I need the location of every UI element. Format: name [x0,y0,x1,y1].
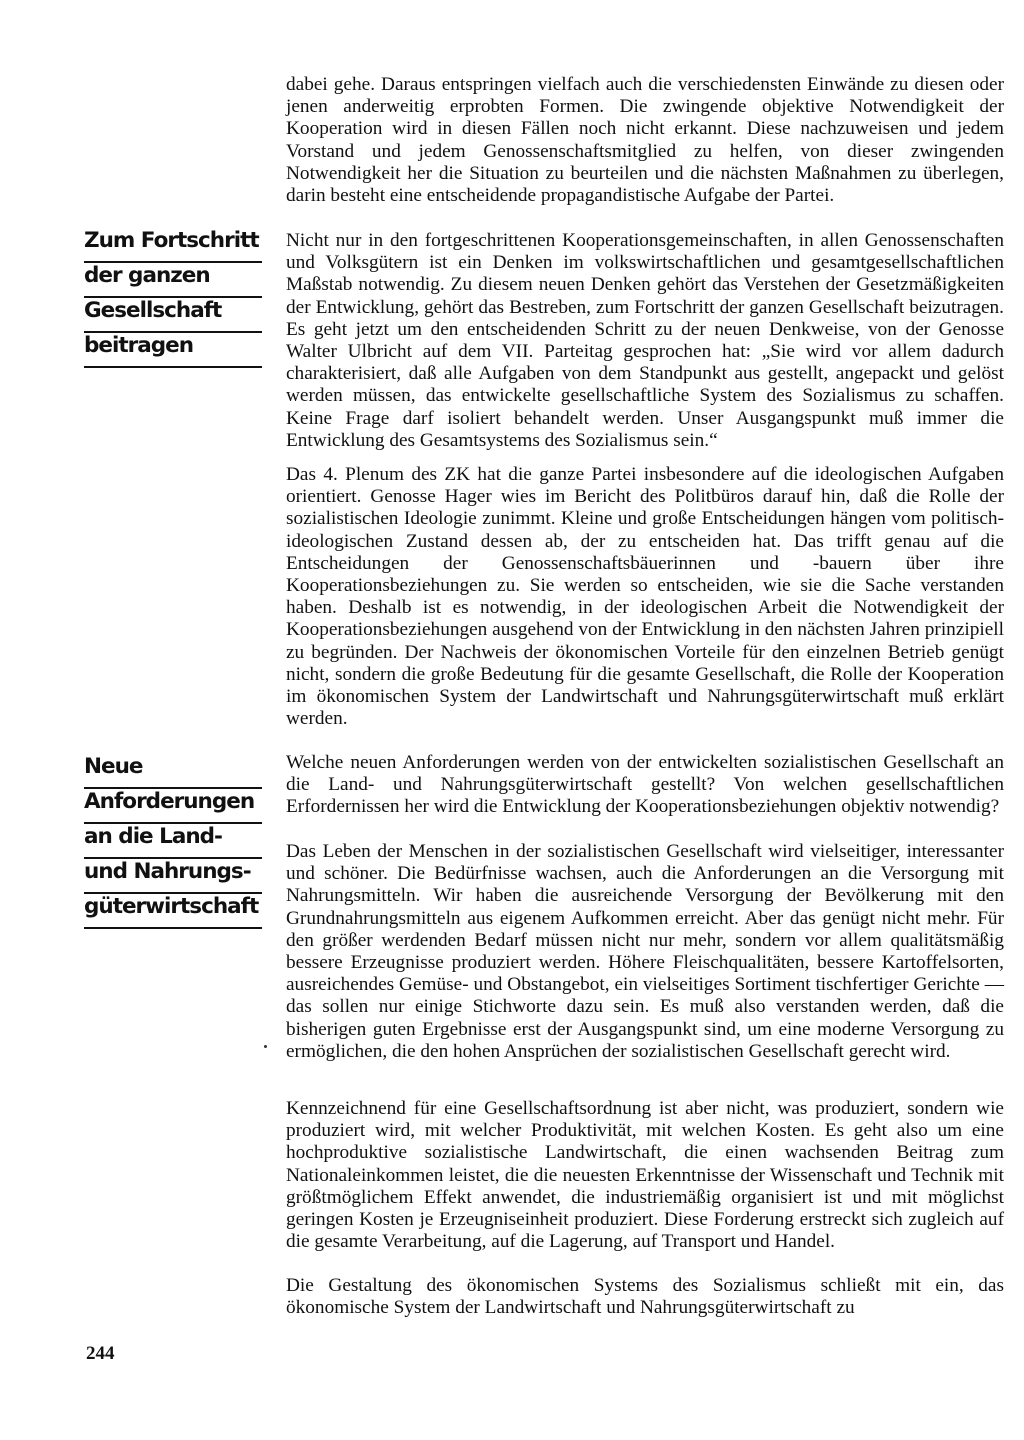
margin-heading-line: Gesellschaft [84,298,262,333]
body-paragraph: Nicht nur in den fortgeschrittenen Kooperationsgemeinschaften, in allen Genossenschaften und Volksgütern ist ein Denken im volkswirtschaftlichen und gesamtgesellschaftlichen Maßstab notwendig. Zu diesem neuen Denken gehört das Verstehen der Gesetzmäßigkeiten der Entwicklung, gehört das Bestreben, zum Fortschritt der ganzen Gesellschaft beizutragen. Es geht jetzt um den entscheidenden Schritt zu der neuen Denkweise, von der Genosse Walter Ulbricht auf dem VII. Parteitag gesprochen hat: „Sie wird vor allem dadurch charakterisiert, daß alle Aufgaben von dem Standpunkt aus gestellt, angepackt und gelöst werden müssen, das entwickelte gesellschaftliche System des Sozialismus zu schaffen. Keine Frage darf isoliert behandelt werden. Unser Ausgangspunkt muß immer die Entwicklung des Gesamtsystems des Sozialismus sein.“ [286,230,1004,451]
margin-heading-line: der ganzen [84,263,262,298]
page-number: 244 [86,1343,115,1364]
margin-heading-line: beitragen [84,333,262,368]
body-paragraph: Welche neuen Anforderungen werden von der entwickelten sozialistischen Gesellschaft an die Land- und Nahrungsgüterwirtschaft gestellt? Von welchen gesellschaftlichen Erfordernissen her wird die Entwicklung der Kooperationsbeziehungen objektiv notwendig? [286,752,1004,818]
margin-heading-line: und Nahrungs- [84,859,262,894]
margin-heading-line: güterwirtschaft [84,894,262,929]
margin-heading-fortschritt [84,228,262,368]
stray-mark [264,1045,267,1048]
body-paragraph: Das 4. Plenum des ZK hat die ganze Partei insbesondere auf die ideologischen Aufgaben orientiert. Genosse Hager wies im Bericht des Politbüros darauf hin, daß die Rolle der sozialistischen Ideologie zunimmt. Kleine und große Entscheidungen hängen vom politisch-ideologischen Zustand dessen ab, der zu entscheiden hat. Das trifft genau auf die Entscheidungen der Genossenschaftsbäuerinnen und -bauern über ihre Kooperationsbeziehungen zu. Sie werden so entscheiden, wie sie die Sache verstanden haben. Deshalb ist es notwendig, in der ideologischen Arbeit die Notwendigkeit der Kooperationsbeziehungen ausgehend von der Entwicklung in den nächsten Jahren prinzipiell zu begründen. Der Nachweis der ökonomischen Vorteile für den einzelnen Betrieb genügt nicht, sondern die große Bedeutung für die gesamte Gesellschaft, die Rolle der Kooperation im ökonomischen System der Landwirtschaft und Nahrungsgüterwirtschaft muß erklärt werden. [286,464,1005,730]
margin-heading-line: Anforderungen [84,789,262,824]
margin-heading-line: an die Land- [84,824,262,859]
body-paragraph: Die Gestaltung des ökonomischen Systems des Sozialismus schließt mit ein, das ökonomische System der Landwirtschaft und Nahrungsgüterwirtschaft zu [286,1275,1004,1319]
margin-heading-line: Neue [84,754,262,789]
body-paragraph: Das Leben der Menschen in der sozialistischen Gesellschaft wird vielseitiger, interessanter und schöner. Die Bedürfnisse wachsen, auch die Anforderungen an die Versorgung mit Nahrungsmitteln. Wir haben die ausreichende Versorgung der Bevölkerung mit den Grundnahrungsmitteln aus eigenem Aufkommen erreicht. Aber das genügt nicht mehr. Für den größer werdenden Bedarf müssen nicht nur mehr, sondern vor allem qualitätsmäßig bessere Erzeugnisse produziert werden. Höhere Fleischqualitäten, bessere Kartoffelsorten, ausreichendes Gemüse- und Obstangebot, ein vielseitiges Sortiment tischfertiger Gerichte — das sollen nur einige Stichworte dazu sein. Es muß also verstanden werden, daß die bisherigen guten Ergebnisse erst der Ausgangspunkt sind, um eine moderne Versorgung zu ermöglichen, die den hohen Ansprüchen der sozialistischen Gesellschaft gerecht wird. [286,841,1004,1062]
margin-heading-anforderungen [84,754,262,929]
body-paragraph: dabei gehe. Daraus entspringen vielfach auch die verschiedensten Einwände zu diesen oder jenen anderweitig erprobten Formen. Die zwingende objektive Notwendigkeit der Kooperation wird in diesen Fällen noch nicht erkannt. Diese nachzuweisen und jedem Vorstand und jedem Genossenschaftsmitglied zu helfen, von dieser zwingenden Notwendigkeit her die Situation zu beurteilen und die nächsten Maßnahmen zu überlegen, darin besteht eine entscheidende propagandistische Aufgabe der Partei. [286,74,1004,207]
body-paragraph: Kennzeichnend für eine Gesellschaftsordnung ist aber nicht, was produziert, sondern wie produziert wird, mit welcher Produktivität, mit welchen Kosten. Es geht also um eine hochproduktive sozialistische Landwirtschaft, die einen wachsenden Beitrag zum Nationaleinkommen leistet, die die neuesten Erkenntnisse der Wissenschaft und Technik mit größtmöglichem Effekt anwendet, die industriemäßig organisiert ist und mit möglichst geringen Kosten je Erzeugniseinheit produziert. Diese Forderung erstreckt sich zugleich auf die gesamte Verarbeitung, auf die Lagerung, auf Transport und Handel. [286,1098,1004,1253]
margin-heading-line: Zum Fortschritt [84,228,262,263]
